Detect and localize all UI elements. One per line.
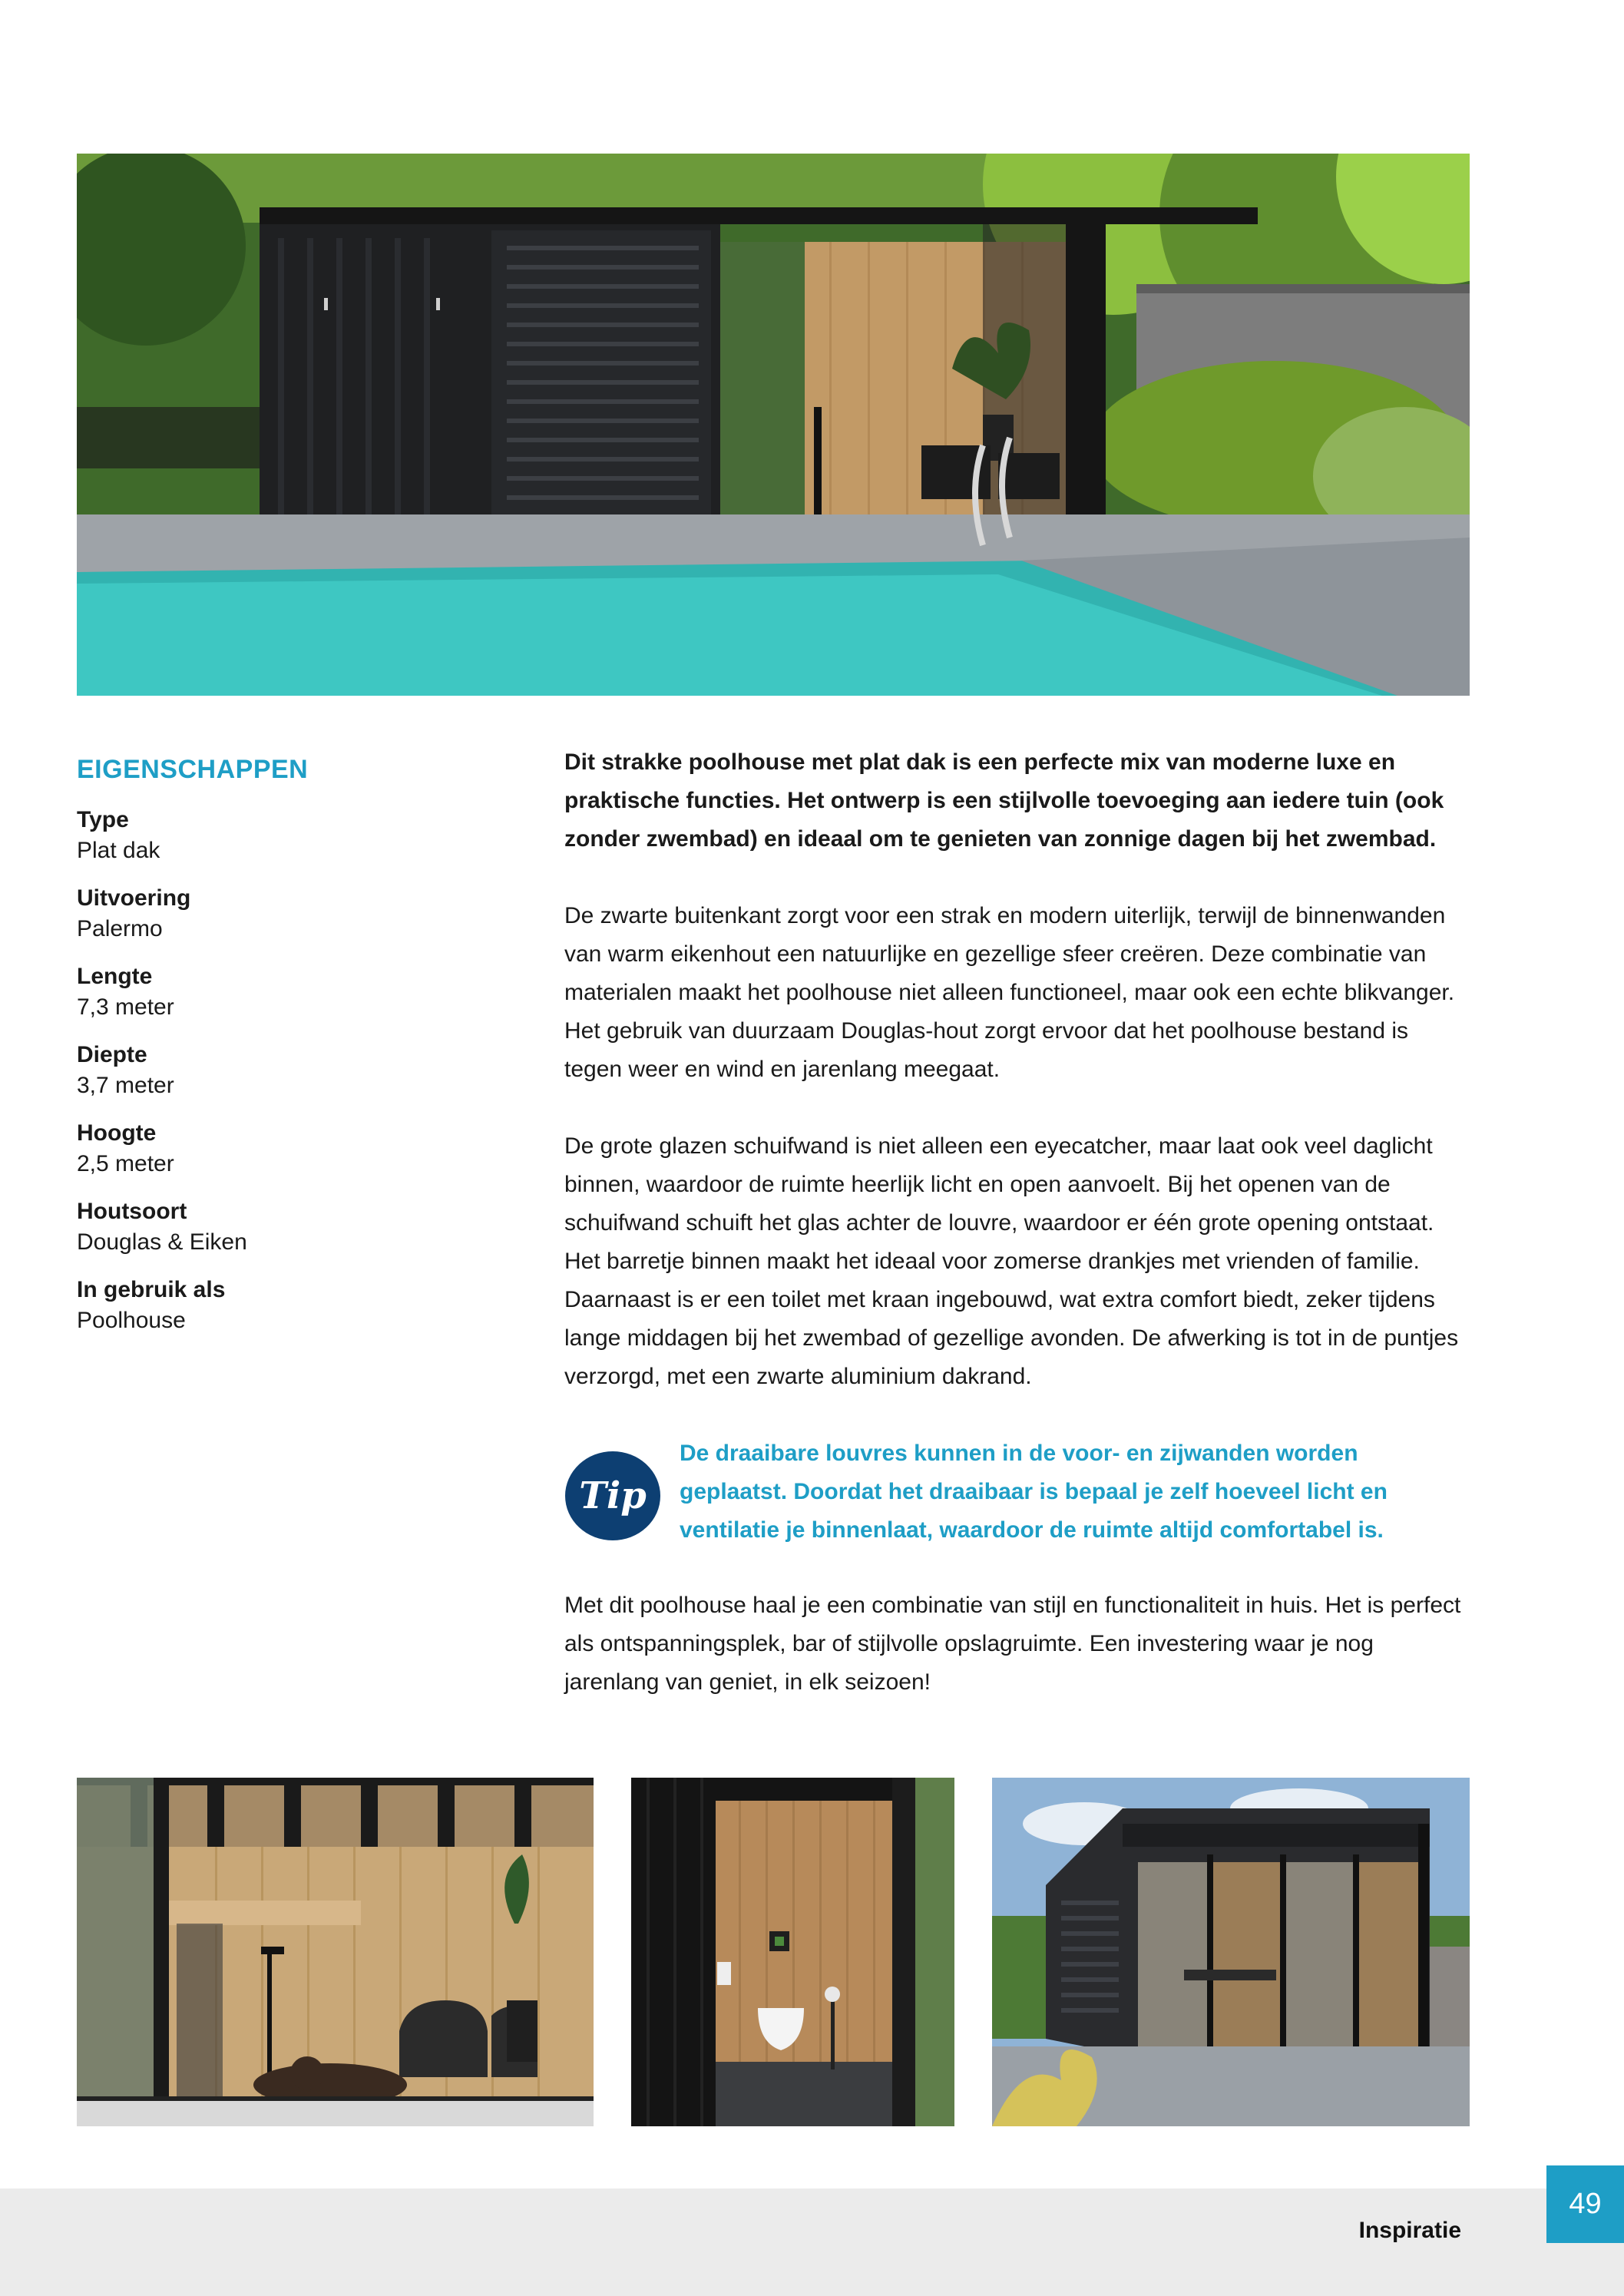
spec-value: 7,3 meter [77,994,174,1020]
article-body [564,743,1470,1740]
spec-type [77,805,507,866]
tip-callout [564,1434,1470,1550]
spec-value: Douglas & Eiken [77,1229,247,1255]
specifications-heading: EIGENSCHAPPEN [77,755,309,784]
photo-interior-bar [77,1778,594,2126]
article-paragraph: De zwarte buitenkant zorgt voor een strak en modern uiterlijk, terwijl de binnenwanden van warm eikenhout een natuurlijke en gezellige sfeer creëren. Deze combinatie van materialen maakt het poolhouse niet alleen functioneel, maar ook een echte blikvanger. Het gebruik van duurzaam Douglas-hout zorgt ervoor dat het poolhouse bestand is tegen weer en wind en jarenlang meegaat. [564,903,1455,1082]
spec-value: 2,5 meter [77,1151,174,1176]
spec-houtsoort [77,1196,507,1258]
spec-value: Poolhouse [77,1308,186,1333]
photo-toilet-room [631,1778,954,2126]
spec-label: Type [77,807,129,832]
article-paragraph: De grote glazen schuifwand is niet alleen een eyecatcher, maar laat ook veel daglicht binnen, waardoor de ruimte heerlijk licht en open aanvoelt. Bij het openen van de schuifwand schuift het glas achter de louvre, waardoor er één grote opening ontstaat. Het barretje binnen maakt het ideaal voor zomerse drankjes met vrienden of familie. Daarnaast is er een toilet met kraan ingebouwd, wat extra comfort biedt, zeker tijdens lange middagen bij het zwembad of gezellige avonden. De afwerking is tot in de puntjes verzorgd, met een zwarte aluminium dakrand. [564,1133,1459,1389]
page-number: 49 [1546,2165,1624,2243]
tip-text: De draaibare louvres kunnen in de voor- en zijwanden worden geplaatst. Doordat het draaibaar is bepaal je zelf hoeveel licht en ventilatie je binnenlaat, waardoor de ruimte altijd comfortabel is. [680,1441,1388,1543]
footer-section-name: Inspiratie [1358,2218,1461,2243]
spec-lengte [77,961,507,1023]
spec-hoogte [77,1118,507,1179]
spec-label: Uitvoering [77,885,191,911]
spec-value: 3,7 meter [77,1073,174,1098]
spec-label: In gebruik als [77,1277,226,1302]
spec-in-gebruik-als [77,1275,507,1336]
spec-value: Plat dak [77,838,160,863]
spec-value: Palermo [77,916,163,941]
tip-badge-icon [564,1450,661,1542]
spec-label: Diepte [77,1042,147,1067]
specifications-panel [77,753,507,1353]
article-intro: Dit strakke poolhouse met plat dak is een perfecte mix van moderne luxe en praktische functies. Het ontwerp is een stijlvolle toevoeging aan iedere tuin (ook zonder zwembad) en ideaal om te genieten van zonnige dagen bij het zwembad. [564,749,1444,852]
hero-photo-poolhouse [77,154,1470,696]
spec-label: Hoogte [77,1120,157,1146]
tip-badge-label: Tip [579,1474,647,1517]
spec-uitvoering [77,883,507,945]
photo-exterior-glass-wall [992,1778,1470,2126]
spec-label: Lengte [77,964,153,989]
spec-label: Houtsoort [77,1199,187,1224]
article-paragraph: Met dit poolhouse haal je een combinatie van stijl en functionaliteit in huis. Het is perfect als ontspanningsplek, bar of stijlvolle opslagruimte. Een investering waar je nog jarenlang van geniet, in elk seizoen! [564,1593,1461,1695]
spec-diepte [77,1040,507,1101]
